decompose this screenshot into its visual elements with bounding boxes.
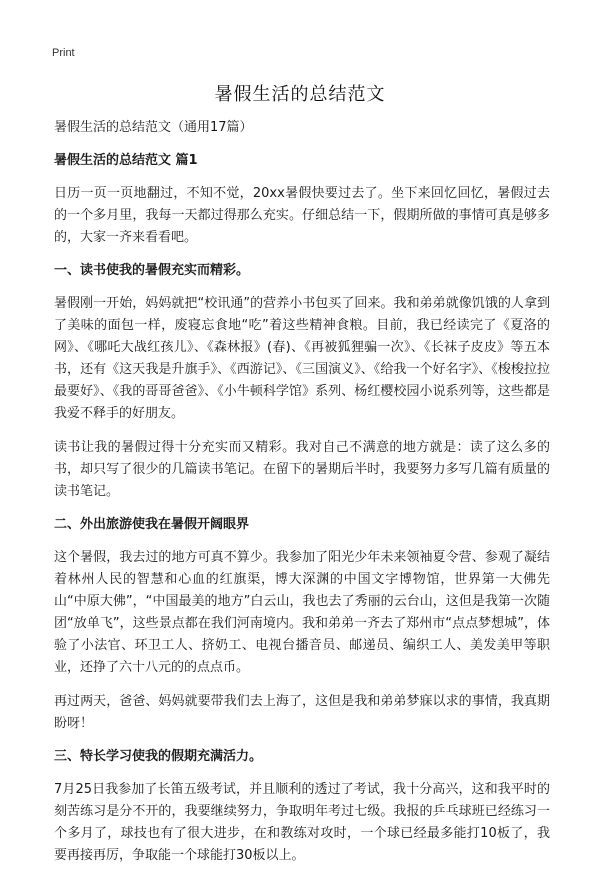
- section-2-paragraph-1: 这个暑假，我去过的地方可真不算少。我参加了阳光少年未来领袖夏令营、参观了凝结着林州人民的智慧和心血的红旗渠，博大深渊的中国文字博物馆，世界第一大佛先山“中原大佛”，“中国最美的地方”白云山，我也去了秀丽的云台山，这但是我第一次随团“放单飞”，这些景点都在我们河南境内。我和弟弟一齐去了郑州市“点点梦想城”，体验了小法官、环卫工人、挤奶工、电视台播音员、邮递员、编织工人、美发美甲等职业，还挣了六十八元的的点点币。: [54, 550, 550, 675]
- section-2-paragraph-2: 再过两天，爸爸、妈妈就要带我们去上海了，这但是我和弟弟梦寐以求的事情，我真期盼呀！: [54, 694, 550, 731]
- print-label[interactable]: Print: [52, 47, 75, 59]
- section-3-heading: 三、特长学习使我的假期充满活力。: [54, 749, 263, 764]
- section-1-paragraph-2: 读书让我的暑假过得十分充实而又精彩。我对自己不满意的地方就是：读了这么多的书，却只写了很少的几篇读书笔记。在留下的暑期后半时，我要努力多写几篇有质量的读书笔记。: [54, 440, 550, 499]
- document-subtitle: 暑假生活的总结范文（通用17篇）: [54, 120, 253, 135]
- document-body: [54, 118, 550, 879]
- intro-paragraph: 日历一页一页地翻过，不知不觉，20xx暑假快要过去了。坐下来回忆回忆，暑假过去的一个多月里，我每一天都过得那么充实。仔细总结一下，假期所做的事情可真是够多的，大家一齐来看看吧。: [54, 186, 550, 245]
- section-1-heading: 一、读书使我的暑假充实而精彩。: [54, 263, 250, 278]
- section-3-paragraph-1: 7月25日我参加了长笛五级考试，并且顺利的透过了考试，我十分高兴，这和我平时的刻苦练习是分不开的，我要继续努力，争取明年考过七级。我报的乒乓球班已经练习一个多月了，球技也有了很大进步，在和教练对攻时，一个球已经最多能打10板了，我要再接再厉，争取能一个球能打30板以上。: [54, 782, 550, 863]
- section-2-heading: 二、外出旅游使我在暑假开阔眼界: [54, 517, 250, 532]
- section-1-paragraph-1: 暑假刚一开始，妈妈就把“校讯通”的营养小书包买了回来。我和弟弟就像饥饿的人拿到了美味的面包一样，废寝忘食地“吃”着这些精神食粮。目前，我已经读完了《夏洛的网》、《哪吒大战红孩儿》、《森林报》(春)、《再被狐狸骗一次》、《长袜子皮皮》等五本书，还有《这天我是升旗手》、《西游记》、《三国演义》、《给我一个好名字》、《梭梭拉拉最要好》、《我的哥哥爸爸》、《小牛顿科学馆》系列、杨红樱校园小说系列等，这些都是我爱不释手的好朋友。: [54, 296, 550, 421]
- article-heading: 暑假生活的总结范文 篇1: [54, 153, 198, 168]
- document-title: 暑假生活的总结范文: [214, 84, 386, 105]
